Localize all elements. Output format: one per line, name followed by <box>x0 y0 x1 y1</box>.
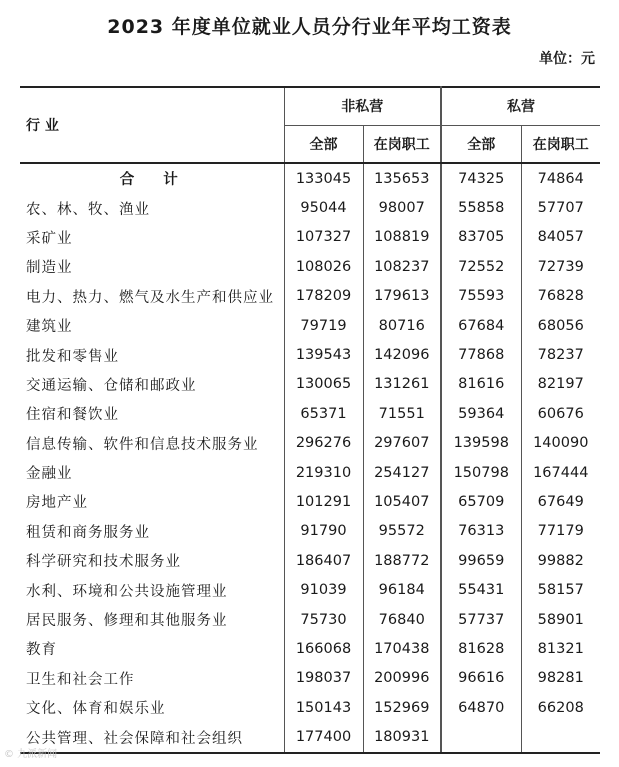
p-on-post-value: 78237 <box>537 347 584 364</box>
table-row <box>20 311 600 340</box>
np-on-post-value: 200996 <box>363 664 441 693</box>
industry-name: 交通运输、仓储和邮政业 <box>20 370 284 399</box>
industry-name: 卫生和社会工作 <box>20 664 284 693</box>
p-on-post-value: 74864 <box>537 170 584 187</box>
p-all-value <box>441 722 521 752</box>
industry-name: 电力、热力、燃气及水生产和供应业 <box>20 282 284 311</box>
p-on-post-value: 140090 <box>533 435 589 452</box>
np-all-value: 296276 <box>284 429 363 458</box>
np-on-post-value: 180931 <box>363 722 441 752</box>
industry-name: 批发和零售业 <box>20 340 284 369</box>
table-row <box>20 429 600 458</box>
unit-label: 单位：元 <box>539 51 595 67</box>
np-all-value: 75730 <box>284 605 363 634</box>
table-row <box>20 664 600 693</box>
p-on-post-value: 81321 <box>537 640 584 657</box>
industry-name: 金融业 <box>20 458 284 487</box>
p-all-value: 81628 <box>441 634 521 663</box>
np-on-post-value: 95572 <box>363 517 441 546</box>
p-all-value: 77868 <box>441 340 521 369</box>
np-all-value: 101291 <box>284 487 363 516</box>
table-row <box>20 634 600 663</box>
industry-name: 住宿和餐饮业 <box>20 399 284 428</box>
table-row <box>20 458 600 487</box>
np-all-value: 65371 <box>284 399 363 428</box>
p-on-post-value: 58157 <box>537 582 584 599</box>
table-row <box>20 693 600 722</box>
np-all-value: 95044 <box>284 193 363 222</box>
industry-name: 公共管理、社会保障和社会组织 <box>20 722 284 752</box>
industry-name: 科学研究和技术服务业 <box>20 546 284 575</box>
table-row <box>20 282 600 311</box>
np-on-post-value: 135653 <box>363 163 441 193</box>
industry-name: 水利、环境和公共设施管理业 <box>20 575 284 604</box>
p-on-post-value: 99882 <box>537 552 584 569</box>
np-on-post-value: 188772 <box>363 546 441 575</box>
p-all-value: 74325 <box>441 163 521 193</box>
header-non-private: 非私营 <box>284 87 441 125</box>
p-on-post-value: 72739 <box>537 258 584 275</box>
p-all-value: 96616 <box>441 664 521 693</box>
p-all-value: 81616 <box>441 370 521 399</box>
p-all-value: 59364 <box>441 399 521 428</box>
industry-name: 文化、体育和娱乐业 <box>20 693 284 722</box>
np-on-post-value: 108819 <box>363 223 441 252</box>
np-on-post-value: 297607 <box>363 429 441 458</box>
header-private: 私营 <box>441 87 600 125</box>
page-title: 2023 年度单位就业人员分行业年平均工资表 <box>107 16 512 38</box>
table-row <box>20 370 600 399</box>
p-on-post-value: 84057 <box>537 229 584 246</box>
industry-name: 农、林、牧、渔业 <box>20 193 284 222</box>
np-on-post-value: 96184 <box>363 575 441 604</box>
np-all-value: 150143 <box>284 693 363 722</box>
total-row <box>20 163 600 193</box>
p-on-post-value: 167444 <box>533 464 589 481</box>
p-on-post-value: 66208 <box>537 699 584 716</box>
watermark: © 九派新闻 <box>4 749 58 760</box>
header-p-all: 全部 <box>441 125 521 163</box>
table-row <box>20 399 600 428</box>
header-np-all: 全部 <box>284 125 363 163</box>
np-all-value: 108026 <box>284 252 363 281</box>
np-all-value: 130065 <box>284 370 363 399</box>
p-all-value: 64870 <box>441 693 521 722</box>
header-np-on-post: 在岗职工 <box>363 125 441 163</box>
p-on-post-value: 67649 <box>537 493 584 510</box>
industry-name: 建筑业 <box>20 311 284 340</box>
p-on-post-value: 68056 <box>537 317 584 334</box>
np-all-value: 107327 <box>284 223 363 252</box>
p-on-post-value: 60676 <box>537 405 584 422</box>
np-on-post-value: 131261 <box>363 370 441 399</box>
industry-name: 居民服务、修理和其他服务业 <box>20 605 284 634</box>
table-row <box>20 223 600 252</box>
wage-table <box>20 86 600 754</box>
np-on-post-value: 105407 <box>363 487 441 516</box>
np-on-post-value: 254127 <box>363 458 441 487</box>
p-all-value: 57737 <box>441 605 521 634</box>
table-row <box>20 575 600 604</box>
p-all-value: 72552 <box>441 252 521 281</box>
p-all-value: 75593 <box>441 282 521 311</box>
industry-name: 信息传输、软件和信息技术服务业 <box>20 429 284 458</box>
p-all-value: 83705 <box>441 223 521 252</box>
industry-name: 租赁和商务服务业 <box>20 517 284 546</box>
header-industry: 行 业 <box>20 87 284 163</box>
np-on-post-value: 170438 <box>363 634 441 663</box>
np-all-value: 91790 <box>284 517 363 546</box>
np-all-value: 139543 <box>284 340 363 369</box>
industry-name: 采矿业 <box>20 223 284 252</box>
np-all-value: 166068 <box>284 634 363 663</box>
np-on-post-value: 98007 <box>363 193 441 222</box>
p-all-value: 99659 <box>441 546 521 575</box>
p-on-post-value: 98281 <box>537 670 584 687</box>
np-all-value: 198037 <box>284 664 363 693</box>
np-on-post-value: 152969 <box>363 693 441 722</box>
p-on-post-value: 58901 <box>537 611 584 628</box>
np-all-value: 79719 <box>284 311 363 340</box>
industry-name: 制造业 <box>20 252 284 281</box>
industry-name: 教育 <box>20 634 284 663</box>
np-all-value: 177400 <box>284 722 363 752</box>
np-all-value: 186407 <box>284 546 363 575</box>
header-p-on-post: 在岗职工 <box>521 125 600 163</box>
p-on-post-value: 82197 <box>537 376 584 393</box>
np-on-post-value: 142096 <box>363 340 441 369</box>
np-on-post-value: 108237 <box>363 252 441 281</box>
p-on-post-value: 77179 <box>537 523 584 540</box>
p-all-value: 55858 <box>441 193 521 222</box>
np-on-post-value: 71551 <box>363 399 441 428</box>
table-row <box>20 487 600 516</box>
np-on-post-value: 80716 <box>363 311 441 340</box>
table-row <box>20 252 600 281</box>
np-all-value: 133045 <box>284 163 363 193</box>
p-all-value: 67684 <box>441 311 521 340</box>
p-all-value: 65709 <box>441 487 521 516</box>
table-row <box>20 340 600 369</box>
p-all-value: 76313 <box>441 517 521 546</box>
industry-name: 房地产业 <box>20 487 284 516</box>
p-on-post-value: 76828 <box>537 288 584 305</box>
p-all-value: 55431 <box>441 575 521 604</box>
table-row <box>20 605 600 634</box>
np-on-post-value: 179613 <box>363 282 441 311</box>
p-all-value: 139598 <box>441 429 521 458</box>
table-row <box>20 722 600 752</box>
p-on-post-value <box>521 722 600 752</box>
p-all-value: 150798 <box>441 458 521 487</box>
np-on-post-value: 76840 <box>363 605 441 634</box>
table-row <box>20 517 600 546</box>
np-all-value: 178209 <box>284 282 363 311</box>
table-row <box>20 193 600 222</box>
np-all-value: 219310 <box>284 458 363 487</box>
np-all-value: 91039 <box>284 575 363 604</box>
industry-name: 合 计 <box>20 163 284 193</box>
p-on-post-value: 57707 <box>537 200 584 217</box>
table-row <box>20 546 600 575</box>
